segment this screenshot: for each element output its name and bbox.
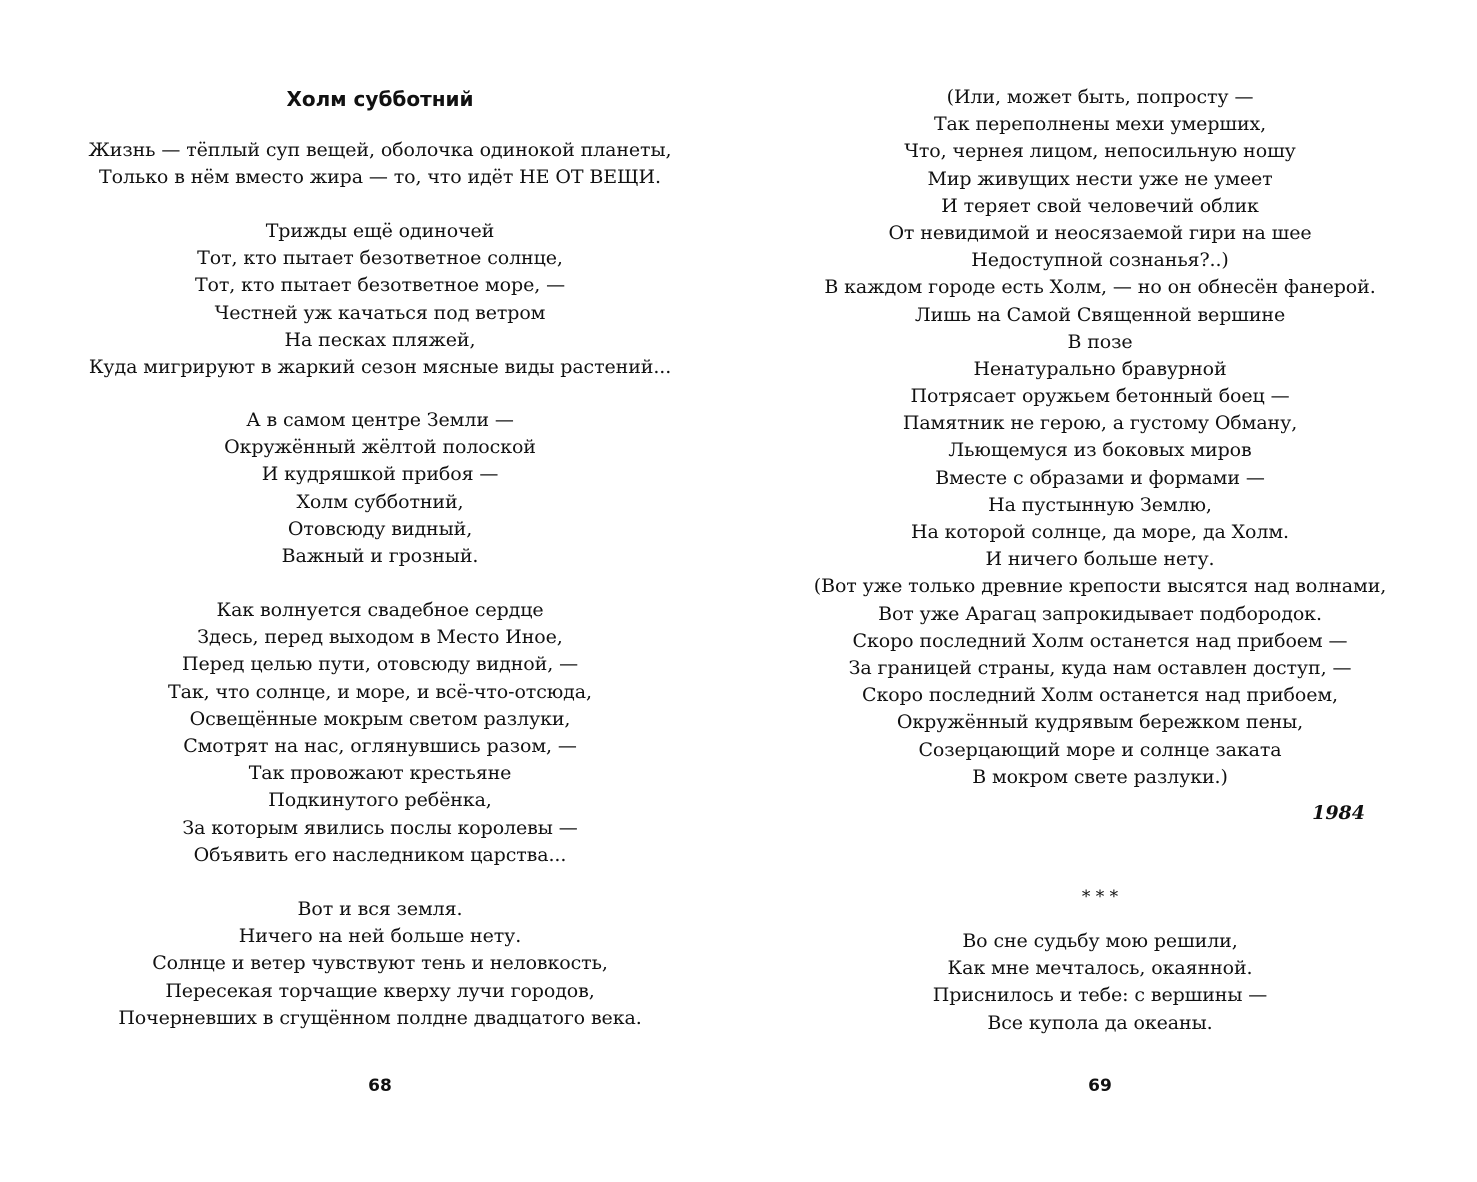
verse-line: Трижды ещё одиночей [265,220,495,242]
verse-line: В каждом городе есть Холм, — но он обнесён фанерой. [824,276,1376,299]
verse-line: Солнце и ветер чувствуют тень и неловкость, [152,952,608,975]
verse-line: Памятник не герою, а густому Обману, [902,412,1298,435]
verse-line: Смотрят на нас, оглянувшись разом, — [183,734,577,757]
verse-line: Честней уж качаться под ветром [214,301,546,324]
verse-line: Пересекая торчащие кверху лучи городов, [165,979,595,1002]
verse-line: Как мне мечталось, окаянной. [947,957,1253,980]
stanza-2 [80,218,680,381]
poem-date: 1984 [1312,802,1365,824]
verse-line: Как волнуется свадебное сердце [216,599,544,621]
verse-line: Так провожают крестьяне [248,762,512,785]
verse-line: (Или, может быть, попросту — [946,86,1254,108]
verse-line: Созерцающий море и солнце заката [918,738,1282,761]
verse-line: Тот, кто пытает безответное море, — [194,274,566,297]
verse-line: За которым явились послы королевы — [182,816,578,839]
verse-line: В мокром свете разлуки.) [972,765,1228,788]
verse-line: Объявить его наследником царства... [193,843,567,866]
verse-line: Скоро последний Холм останется над прибоем, [862,684,1338,707]
verse-line: На которой солнце, да море, да Холм. [911,521,1289,543]
section-separator: * * * [1081,887,1119,907]
verse-line: Во сне судьбу мою решили, [962,930,1238,952]
verse-line: Тот, кто пытает безответное солнце, [197,247,563,270]
verse-line: Ненатурально бравурной [973,357,1227,380]
left-page [80,0,680,1182]
verse-line: Так, что солнце, и море, и всё-что-отсюда, [168,680,592,703]
verse-line: Мир живущих нести уже не умеет [927,167,1273,190]
verse-line: Лишь на Самой Священной вершине [914,303,1286,326]
new-poem [800,928,1400,1037]
verse-line: А в самом центре Земли — [246,409,514,431]
verse-line: На песках пляжей, [284,328,476,351]
poem-title: Холм субботний [286,87,474,111]
verse-line: Вот уже Арагац запрокидывает подбородок. [878,602,1322,625]
stanza-1 [80,137,680,191]
page-number-right: 69 [1088,1076,1112,1096]
verse-line: В позе [1067,330,1133,353]
verse-line: Скоро последний Холм останется над прибоем — [852,629,1348,652]
stanza-5 [80,896,680,1032]
verse-line: И кудряшкой прибоя — [261,463,499,486]
verse-line: На пустынную Землю, [988,493,1212,516]
verse-line: Почерневших в сгущённом полдне двадцатого века. [118,1006,642,1029]
verse-line: Куда мигрируют в жаркий сезон мясные виды растений... [88,355,672,378]
verse-line: Потрясает оружьем бетонный боец — [910,385,1290,408]
stanza-4 [80,597,680,869]
poem-continuation [800,84,1400,791]
verse-line: Что, чернея лицом, непосильную ношу [904,140,1296,163]
verse-line: Льющемуся из боковых миров [948,439,1252,462]
verse-line: Холм субботний, [296,490,464,513]
verse-line: Ничего на ней больше нету. [238,925,522,948]
right-page [800,0,1400,1182]
verse-line: От невидимой и неосязаемой гири на шее [888,221,1312,244]
verse-line: Приснилось и тебе: с вершины — [932,984,1268,1007]
page-number-left: 68 [368,1076,392,1096]
verse-line: Недоступной сознанья?..) [971,249,1229,272]
verse-line: Вот и вся земля. [297,898,463,920]
verse-line: Подкинутого ребёнка, [268,789,492,812]
verse-line: Важный и грозный. [281,544,479,567]
verse-line: Окружённый жёлтой полоской [224,436,536,459]
verse-line: И ничего больше нету. [985,548,1215,571]
verse-line: Перед целью пути, отовсюду видной, — [181,653,578,676]
verse-line: Отовсюду видный, [287,517,473,540]
verse-line: Жизнь — тёплый суп вещей, оболочка одинокой планеты, [88,139,672,161]
verse-line: Окружённый кудрявым бережком пены, [896,711,1304,734]
verse-line: Только в нём вместо жира — то, что идёт НЕ ОТ ВЕЩИ. [99,166,661,189]
verse-line: Все купола да океаны. [987,1011,1213,1034]
stanza-3 [80,407,680,570]
verse-line: (Вот уже только древние крепости высятся над волнами, [813,575,1387,598]
verse-line: Так переполнены мехи умерших, [933,113,1267,136]
verse-line: За границей страны, куда нам оставлен доступ, — [848,656,1352,679]
verse-line: Вместе с образами и формами — [935,466,1265,489]
verse-line: Освещённые мокрым светом разлуки, [189,707,571,730]
verse-line: Здесь, перед выходом в Место Иное, [197,626,563,649]
verse-line: И теряет свой человечий облик [941,194,1259,217]
